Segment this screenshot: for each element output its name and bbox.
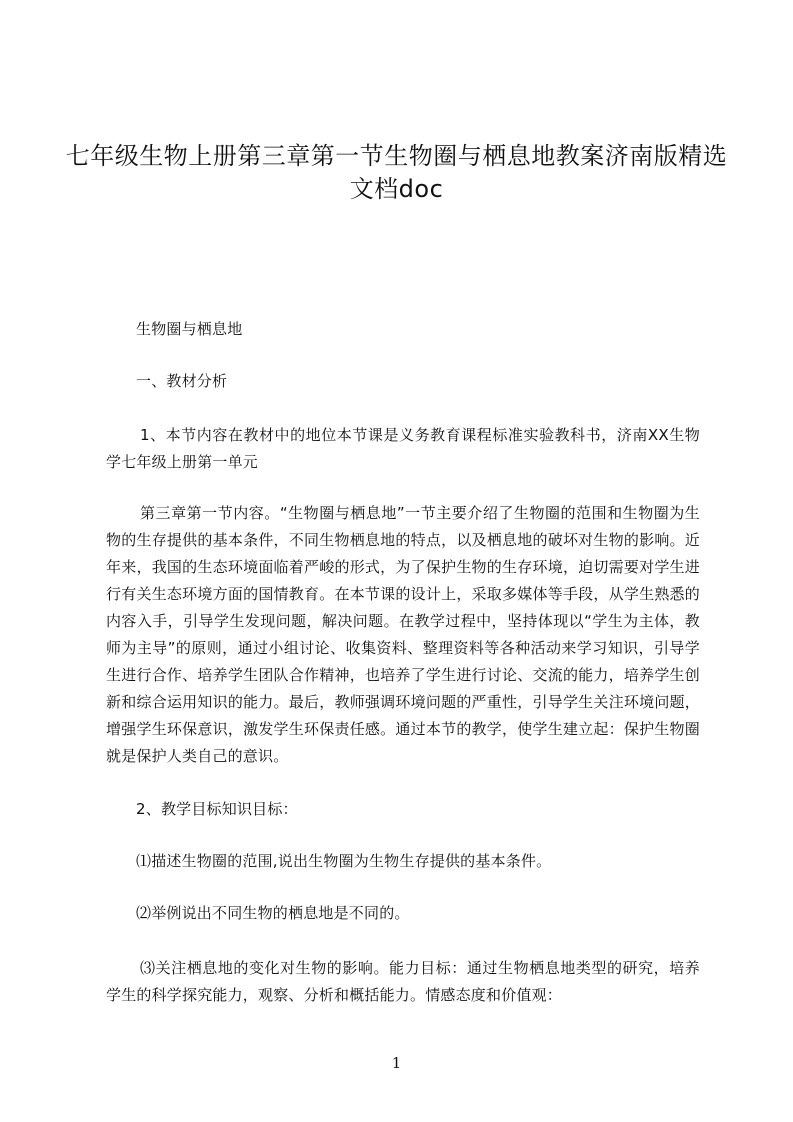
section-heading: 生物圈与栖息地 bbox=[136, 320, 243, 338]
list-item: ⑶关注栖息地的变化对生物的影响。能力目标：通过生物栖息地类型的研究，培养学生的科学探究能力，观察、分析和概括能力。情感态度和价值观： bbox=[106, 959, 700, 1004]
body-paragraph: 1、本节内容在教材中的地位本节课是义务教育课程标准实验教科书，济南XX生物学七年级上册第一单元 bbox=[106, 426, 700, 471]
section-heading: 一、教材分析 bbox=[136, 372, 228, 390]
list-item: ⑴描述生物圈的范围,说出生物圈为生物生存提供的基本条件。 bbox=[136, 852, 552, 870]
list-item: ⑵举例说出不同生物的栖息地是不同的。 bbox=[136, 904, 410, 922]
document-title: 七年级生物上册第三章第一节生物圈与栖息地教案济南版精选文档doc bbox=[65, 142, 728, 203]
page-number: 1 bbox=[391, 1054, 402, 1072]
body-paragraph: 第三章第一节内容。“生物圈与栖息地”一节主要介绍了生物圈的范围和生物圈为生物的生存提供的基本条件，不同生物栖息地的特点，以及栖息地的破坏对生物的影响。近年来，我国的生态环境面临着严峻的形式，为了保护生物的生存环境，迫切需要对学生进行有关生态环境方面的国情教育。在本节课的设计上，采取多媒体等手段，从学生熟悉的内容入手，引导学生发现问题，解决问题。在教学过程中，坚持体现以“学生为主体，教师为主导”的原则，通过小组讨论、收集资料、整理资料等各种活动来学习知识，引导学生进行合作、培养学生团队合作精神，也培养了学生进行讨论、交流的能力，培养学生创新和综合运用知识的能力。最后，教师强调环境问题的严重性，引导学生关注环境问题，增强学生环保意识，激发学生环保责任感。通过本节的教学，使学生建立起：保护生物圈就是保护人类自己的意识。 bbox=[106, 504, 700, 765]
body-paragraph: 2、教学目标知识目标： bbox=[136, 800, 298, 818]
